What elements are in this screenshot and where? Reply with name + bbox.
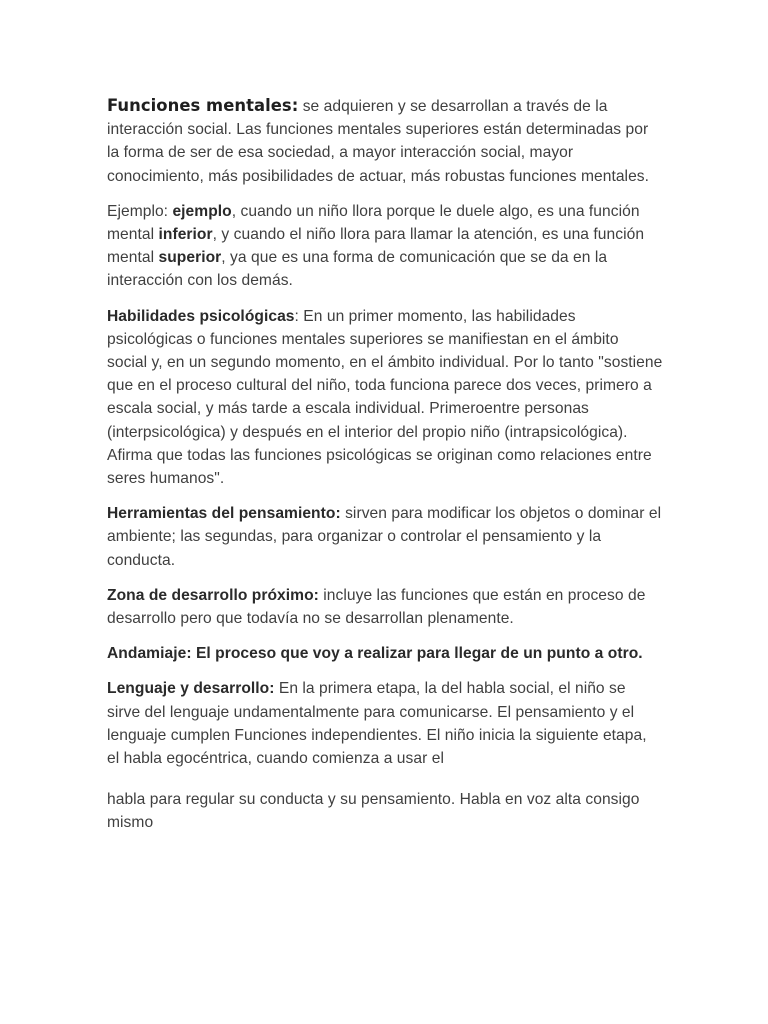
term-andamiaje: Andamiaje	[107, 645, 187, 663]
text-ejemplo-2: , cuando un niño llora porque le duele algo, es una función mental	[107, 202, 640, 244]
text-herramientas: sirven para modificar los objetos o dominar el ambiente; las segundas, para organizar o controlar el pensamiento y la conducta.	[107, 505, 662, 569]
paragraph-herramientas	[107, 502, 663, 572]
text-habla: habla para regular su conducta y su pensamiento. Habla en voz alta consigo mismo	[107, 791, 640, 832]
text-lenguaje: En la primera etapa, la del habla social, el niño se sirve del lenguaje undamentalmente para comunicarse. El pensamiento y el lenguaje cumplen Funciones independientes. El niño inicia la siguiente etapa, el habla egocéntrica, cuando comienza a usar el	[107, 680, 647, 768]
term-herramientas: Herramientas del pensamiento:	[107, 505, 341, 523]
text-ejemplo-1: Ejemplo:	[107, 202, 173, 220]
bold-superior: superior	[158, 249, 222, 267]
term-zona: Zona de desarrollo próximo:	[107, 586, 319, 604]
term-habilidades: Habilidades psicológicas	[107, 307, 295, 325]
paragraph-funciones-mentales	[107, 94, 663, 188]
paragraph-habilidades	[107, 305, 663, 491]
text-zona: incluye las funciones que están en proceso de desarrollo pero que todavía no se desarrollan plenamente.	[107, 586, 646, 628]
text-andamiaje: : El proceso que voy a realizar para llegar de un punto a otro.	[186, 645, 643, 663]
term-lenguaje: Lenguaje y desarrollo:	[107, 680, 275, 698]
document-page	[107, 94, 663, 847]
paragraph-lenguaje	[107, 677, 663, 770]
text-habilidades: : En un primer momento, las habilidades psicológicas o funciones mentales superiores se manifiestan en el ámbito social y, en un segundo momento, en el ámbito individual. Por lo tanto "sostiene que en el proceso cultural del niño, toda funciona parece dos veces, primero a escala social, y más tarde a escala individual. Primeroentre personas (interpsicológica) y después en el interior del propio niño (intrapsicológica). Afirma que todas las funciones psicológicas se originan como relaciones entre seres humanos".	[107, 307, 663, 488]
text-ejemplo-3: , y cuando el niño llora para llamar la atención, es una función mental	[107, 226, 645, 267]
text-funciones-mentales: se adquieren y se desarrollan a través de la interacción social. Las funciones mentales superiores están determinadas por la forma de ser de esa sociedad, a mayor interacción social, mayor conocimiento, más posibilidades de actuar, más robustas funciones mentales.	[107, 98, 650, 185]
paragraph-zona	[107, 584, 663, 630]
text-ejemplo-4: , ya que es una forma de comunicación que se da en la interacción con los demás.	[107, 249, 608, 290]
paragraph-habla	[107, 788, 663, 834]
paragraph-ejemplo	[107, 200, 663, 293]
bold-ejemplo: ejemplo	[172, 202, 232, 220]
bold-inferior: inferior	[158, 226, 213, 244]
paragraph-andamiaje	[107, 642, 663, 665]
term-funciones-mentales: Funciones mentales:	[107, 96, 299, 115]
